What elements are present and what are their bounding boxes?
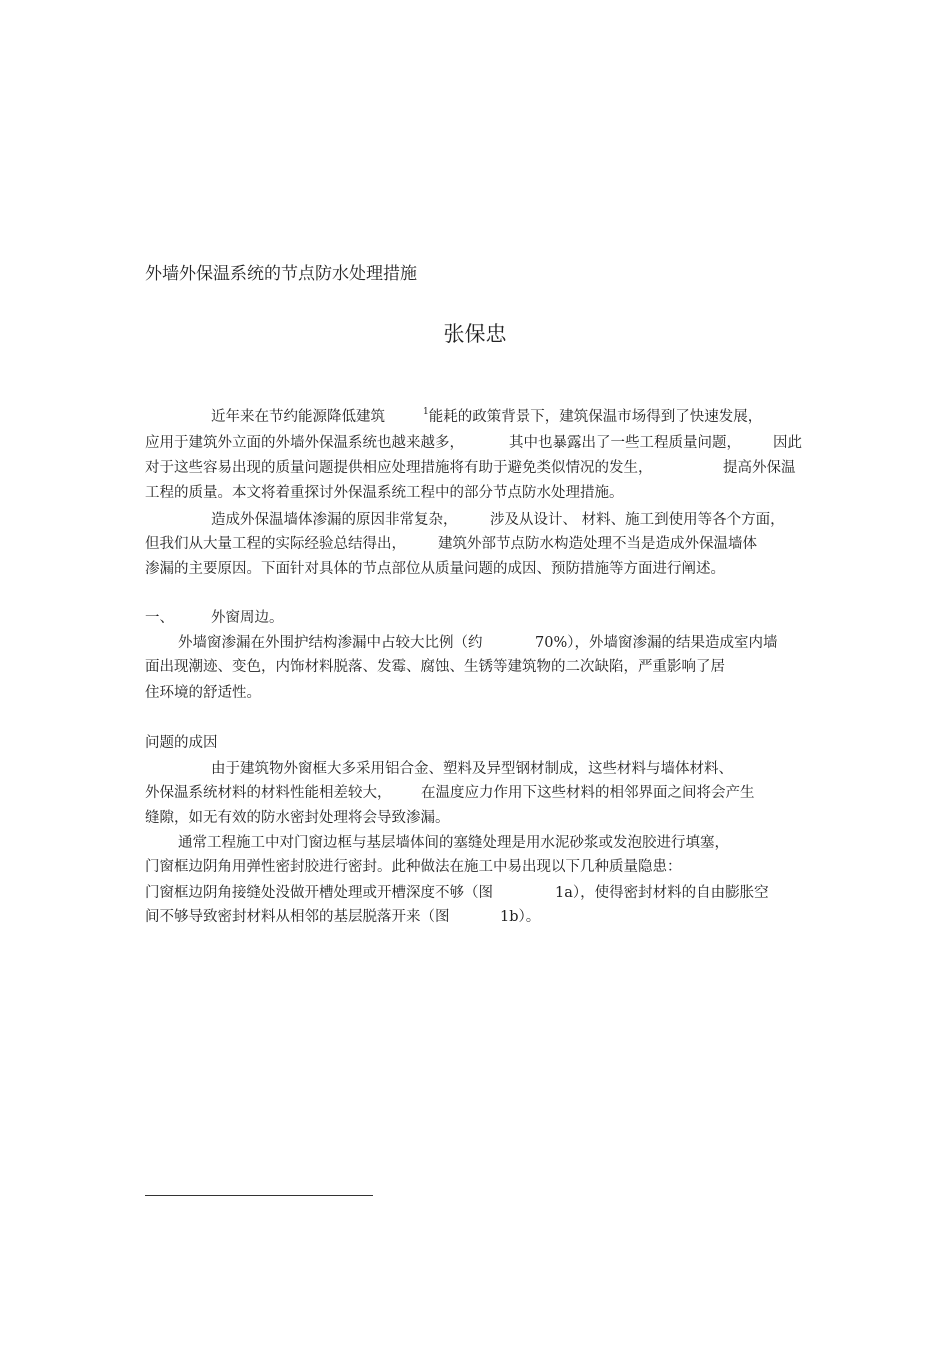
cause-p1-line2b: 在温度应力作用下这些材料的相邻界面之间将会产生 [421,785,755,801]
intro-p2-line2: 但我们从大量工程的实际经验总结得出， [145,536,406,552]
section1-line1b: 70%），外墙窗渗漏的结果造成室内墙 [535,635,778,651]
intro-p2-line3: 渗漏的主要原因。下面针对具体的节点部位从质量问题的成因、预防措施等方面进行阐述。 [145,561,725,577]
intro-p1-line4: 工程的质量。本文将着重探讨外保温系统工程中的部分节点防水处理措施。 [145,485,624,501]
cause-p1-line1: 由于建筑物外窗框大多采用铝合金、塑料及异型钢材制成，这些材料与墙体材料、 [211,761,733,777]
section1-line1: 外墙窗渗漏在外围护结构渗漏中占较大比例（约 [178,635,483,651]
author-name: 张保忠 [443,322,507,346]
document-title: 外墙外保温系统的节点防水处理措施 [145,264,417,284]
section1-line3: 住环境的舒适性。 [145,685,261,701]
cause-p3-line2: 间不够导致密封材料从相邻的基层脱落开来（图 [145,909,450,925]
footnote-separator [145,1195,373,1196]
intro-p1-line2b: 其中也暴露出了一些工程质量问题， [509,435,741,451]
text-segment: 应用于建筑外立面的外墙外保温系统也越来越多， [145,435,464,451]
intro-p2-line2b: 建筑外部节点防水构造处理不当是造成外保温墙体 [438,536,757,552]
intro-p1-line3b: 提高外保温 [723,460,796,476]
footnote-marker: 1 [423,407,429,417]
text-segment: 近年来在节约能源降低建筑 [211,409,385,425]
cause-p1-line2: 外保温系统材料的材料性能相差较大， [145,785,392,801]
cause-p3-line1: 门窗框边阴角接缝处没做开槽处理或开槽深度不够（图 [145,885,493,901]
cause-p1-line3: 缝隙，如无有效的防水密封处理将会导致渗漏。 [145,810,450,826]
section1-heading: 外窗周边。 [211,610,284,626]
cause-p3-line1b: 1a），使得密封材料的自由膨胀空 [555,885,769,901]
intro-p1-line2c: 因此 [773,435,802,451]
intro-p2-line1: 造成外保温墙体渗漏的原因非常复杂， [211,512,458,528]
cause-p2-line2: 门窗框边阴角用弹性密封胶进行密封。此种做法在施工中易出现以下几种质量隐患： [145,859,682,875]
intro-p2-line1b: 涉及从设计、 材料、施工到使用等各个方面， [490,512,785,528]
intro-p1-line2 [145,434,464,452]
text-segment: 能耗的政策背景下，建筑保温市场得到了快速发展， [428,409,763,425]
cause-p2-line1: 通常工程施工中对门窗边框与基层墙体间的塞缝处理是用水泥砂浆或发泡胶进行填塞， [178,835,729,851]
intro-p1-line3: 对于这些容易出现的质量问题提供相应处理措施将有助于避免类似情况的发生， [145,460,653,476]
section1-line2: 面出现潮迹、变色，内饰材料脱落、发霉、腐蚀、生锈等建筑物的二次缺陷，严重影响了居 [145,659,725,675]
cause-p3-line2b: 1b）。 [500,909,541,925]
cause-heading: 问题的成因 [145,735,218,751]
intro-p1-line1 [211,408,762,428]
section1-number: 一、 [145,610,174,626]
